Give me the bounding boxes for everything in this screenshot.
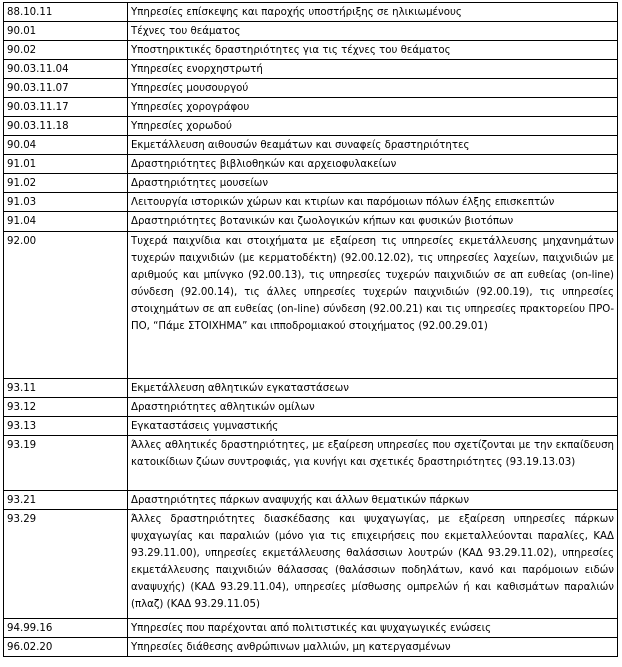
table-row bbox=[4, 619, 618, 638]
kad-code-cell: 96.02.20 bbox=[4, 638, 128, 657]
kad-code-cell: 90.03.11.04 bbox=[4, 60, 128, 79]
kad-description-cell: Εγκαταστάσεις γυμναστικής bbox=[128, 417, 618, 436]
kad-code-cell: 93.12 bbox=[4, 398, 128, 417]
table-row bbox=[4, 510, 618, 619]
kad-code-cell: 93.11 bbox=[4, 379, 128, 398]
kad-code-cell: 90.03.11.07 bbox=[4, 79, 128, 98]
kad-code-cell: 90.03.11.18 bbox=[4, 117, 128, 136]
table-row bbox=[4, 155, 618, 174]
kad-code-cell: 90.01 bbox=[4, 22, 128, 41]
kad-code-cell: 93.13 bbox=[4, 417, 128, 436]
kad-description-cell: Δραστηριότητες αθλητικών ομίλων bbox=[128, 398, 618, 417]
table-row bbox=[4, 98, 618, 117]
table-row bbox=[4, 136, 618, 155]
table-row bbox=[4, 79, 618, 98]
kad-code-cell: 92.00 bbox=[4, 232, 128, 379]
table-row bbox=[4, 3, 618, 22]
kad-description-cell: Υπηρεσίες επίσκεψης και παροχής υποστήριξης σε ηλικιωμένους bbox=[128, 3, 618, 22]
kad-code-cell: 94.99.16 bbox=[4, 619, 128, 638]
kad-description-cell: Λειτουργία ιστορικών χώρων και κτιρίων και παρόμοιων πόλων έλξης επισκεπτών bbox=[128, 193, 618, 212]
table-row bbox=[4, 491, 618, 510]
table-row bbox=[4, 212, 618, 232]
activity-code-table-body bbox=[4, 3, 618, 657]
kad-description-cell: Εκμετάλλευση αθλητικών εγκαταστάσεων bbox=[128, 379, 618, 398]
table-row bbox=[4, 117, 618, 136]
kad-description-cell: Δραστηριότητες πάρκων αναψυχής και άλλων θεματικών πάρκων bbox=[128, 491, 618, 510]
kad-code-cell: 90.04 bbox=[4, 136, 128, 155]
kad-description-cell: Εκμετάλλευση αιθουσών θεαμάτων και συναφείς δραστηριότητες bbox=[128, 136, 618, 155]
kad-description-cell: Άλλες αθλητικές δραστηριότητες, με εξαίρεση υπηρεσίες που σχετίζονται με την εκπαίδευση κατοικίδιων ζώων συντροφιάς, για κυνήγι και σχετικές δραστηριότητες (93.19.13.03) bbox=[128, 436, 618, 491]
table-row bbox=[4, 22, 618, 41]
kad-description-cell: Υπηρεσίες ενορχηστρωτή bbox=[128, 60, 618, 79]
kad-description-cell: Δραστηριότητες βιβλιοθηκών και αρχειοφυλακείων bbox=[128, 155, 618, 174]
table-row bbox=[4, 379, 618, 398]
kad-code-cell: 93.29 bbox=[4, 510, 128, 619]
kad-description-cell: Υπηρεσίες χορογράφου bbox=[128, 98, 618, 117]
table-row bbox=[4, 60, 618, 79]
kad-code-cell: 90.03.11.17 bbox=[4, 98, 128, 117]
table-row bbox=[4, 41, 618, 60]
kad-code-cell: 91.02 bbox=[4, 174, 128, 193]
kad-description-cell: Δραστηριότητες μουσείων bbox=[128, 174, 618, 193]
kad-description-cell: Άλλες δραστηριότητες διασκέδασης και ψυχαγωγίας, με εξαίρεση υπηρεσίες πάρκων ψυχαγωγίας και παραλιών (μόνο για τις επιχειρήσεις που εκμεταλλεύονται παραλίες, ΚΑΔ 93.29.11.00), υπηρεσίες εκμετάλλευσης θαλάσσιων λουτρών (ΚΑΔ 93.29.11.02), υπηρεσίες εκμετάλλευσης παιχνιδιών θάλασσας (θαλάσσιων ποδηλάτων, κανό και παρόμοιων ειδών αναψυχής) (ΚΑΔ 93.29.11.04), υπηρεσίες μίσθωσης ομπρελών ή και καθισμάτων παραλιών (πλαζ) (ΚΑΔ 93.29.11.05) bbox=[128, 510, 618, 619]
table-row bbox=[4, 638, 618, 657]
activity-code-table bbox=[3, 2, 618, 657]
kad-code-cell: 91.01 bbox=[4, 155, 128, 174]
kad-description-cell: Τυχερά παιχνίδια και στοιχήματα με εξαίρεση τις υπηρεσίες εκμετάλλευσης μηχανημάτων τυχερών παιχνιδιών (με κερματοδέκτη) (92.00.12.02), τις υπηρεσίες λαχείων, παιχνιδιών με αριθμούς και μπίνγκο (92.00.13), τις υπηρεσίες τυχερών παιχνιδιών σε απ ευθείας (on-line) σύνδεση (92.00.14), τις άλλες υπηρεσίες τυχερών παιχνιδιών (92.00.19), τις υπηρεσίες στοιχημάτων σε απ ευθείας (on-line) σύνδεση (92.00.21) και τις υπηρεσίες πρακτορείου ΠΡΟ-ΠΟ, “Πάμε ΣΤΟΙΧΗΜΑ” και ιπποδρομιακού στοιχήματος (92.00.29.01) bbox=[128, 232, 618, 379]
table-row bbox=[4, 417, 618, 436]
kad-description-cell: Τέχνες του θεάματος bbox=[128, 22, 618, 41]
kad-code-cell: 93.19 bbox=[4, 436, 128, 491]
kad-description-cell: Υπηρεσίες διάθεσης ανθρώπινων μαλλιών, μη κατεργασμένων bbox=[128, 638, 618, 657]
kad-code-cell: 91.04 bbox=[4, 212, 128, 232]
table-row bbox=[4, 436, 618, 491]
kad-description-cell: Υπηρεσίες μουσουργού bbox=[128, 79, 618, 98]
kad-description-cell: Δραστηριότητες βοτανικών και ζωολογικών κήπων και φυσικών βιοτόπων bbox=[128, 212, 618, 232]
kad-code-cell: 93.21 bbox=[4, 491, 128, 510]
table-row bbox=[4, 398, 618, 417]
table-row bbox=[4, 174, 618, 193]
table-row bbox=[4, 193, 618, 212]
kad-code-cell: 88.10.11 bbox=[4, 3, 128, 22]
table-row bbox=[4, 232, 618, 379]
kad-code-cell: 90.02 bbox=[4, 41, 128, 60]
kad-description-cell: Υπηρεσίες χορωδού bbox=[128, 117, 618, 136]
kad-code-cell: 91.03 bbox=[4, 193, 128, 212]
kad-description-cell: Υποστηρικτικές δραστηριότητες για τις τέχνες του θεάματος bbox=[128, 41, 618, 60]
kad-description-cell: Υπηρεσίες που παρέχονται από πολιτιστικές και ψυχαγωγικές ενώσεις bbox=[128, 619, 618, 638]
